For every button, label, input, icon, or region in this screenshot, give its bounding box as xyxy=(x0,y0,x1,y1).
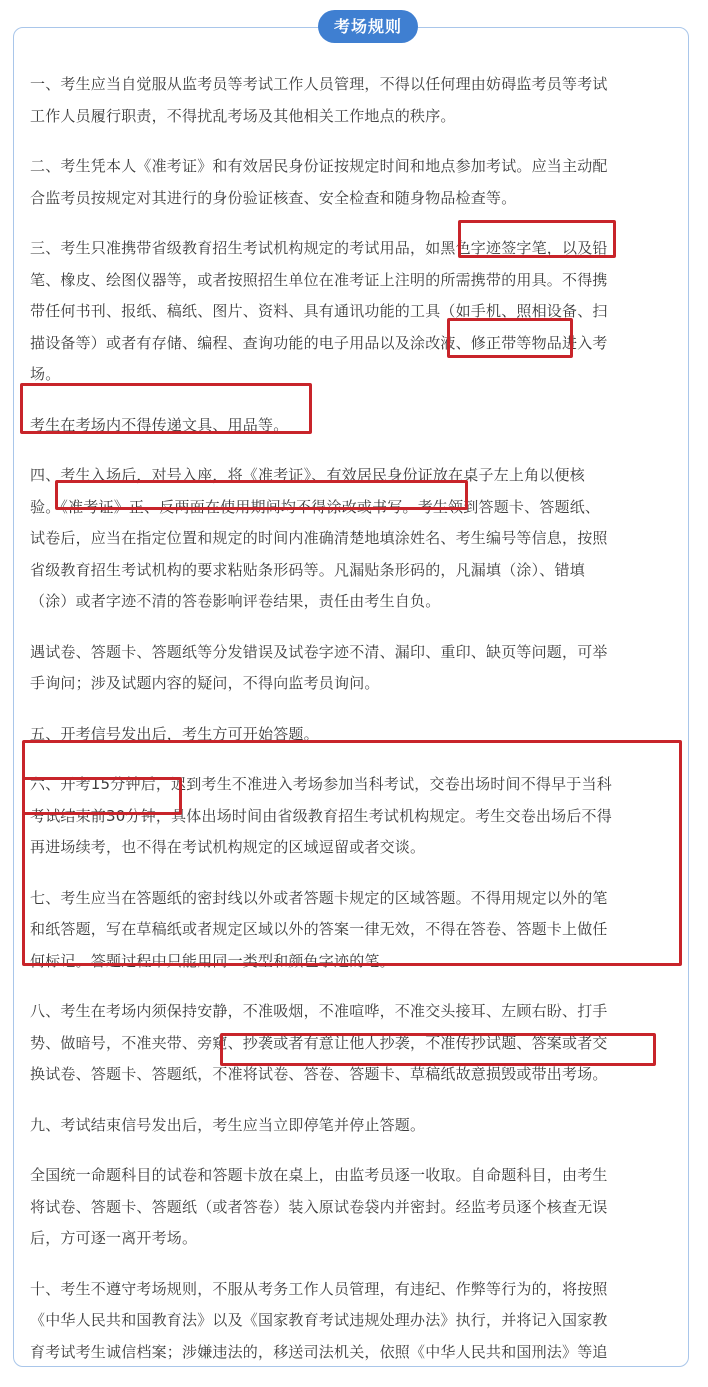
rule-paragraph-5: 五、开考信号发出后，考生方可开始答题。 xyxy=(30,724,319,743)
rule-paragraph-3: 三、考生只准携带省级教育招生考试机构规定的考试用品，如黑色字迹签字笔，以及铅 笔、橡皮、绘图仪器等，或者按照招生单位在准考证上注明的所需携带的用具。不得携 带任何书刊、报纸、稿纸、图片、资料、具有通讯功能的工具（如手机、照相设备、扫 描设备等）或者有存储、编程、查询功能的电子用品以及涂改液、修正带等物品进入考 场。 xyxy=(30,239,608,383)
rule-paragraph-4-note: 遇试卷、答题卡、答题纸等分发错误及试卷字迹不清、漏印、重印、缺页等问题，可举 手询问；涉及试题内容的疑问，不得向监考员询问。 xyxy=(30,642,608,692)
rule-paragraph-1: 一、考生应当自觉服从监考员等考试工作人员管理，不得以任何理由妨碍监考员等考试 工作人员履行职责，不得扰乱考场及其他相关工作地点的秩序。 xyxy=(30,75,608,125)
page-title: 考场规则 xyxy=(318,10,418,43)
rule-paragraph-8: 八、考生在考场内须保持安静，不准吸烟，不准喧哗，不准交头接耳、左顾右盼、打手 势、做暗号，不准夹带、旁窥、抄袭或者有意让他人抄袭，不准传抄试题、答案或者交 换试卷、答题卡、答题纸，不准将试卷、答卷、答题卡、草稿纸故意损毁或带出考场。 xyxy=(30,1002,608,1083)
rule-paragraph-2: 二、考生凭本人《准考证》和有效居民身份证按规定时间和地点参加考试。应当主动配 合监考员按规定对其进行的身份验证核查、安全检查和随身物品检查等。 xyxy=(30,157,608,207)
rule-paragraph-10: 十、考生不遵守考场规则，不服从考务工作人员管理，有违纪、作弊等行为的，将按照 《中华人民共和国教育法》以及《国家教育考试违规处理办法》执行，并将记入国家教 育考试考生诚信档案；涉嫌违法的，移送司法机关，依照《中华人民共和国刑法》等追 xyxy=(30,1279,608,1361)
rule-paragraph-9: 九、考试结束信号发出后，考生应当立即停笔并停止答题。 xyxy=(30,1115,426,1134)
rule-paragraph-7: 七、考生应当在答题纸的密封线以外或者答题卡规定的区域答题。不得用规定以外的笔 和纸答题，写在草稿纸或者规定区域以外的答案一律无效，不得在答卷、答题卡上做任 何标记。答题过程中只能用同一类型和颜色字迹的笔。 xyxy=(30,888,608,970)
rules-content xyxy=(30,69,686,1387)
rule-paragraph-9-note: 全国统一命题科目的试卷和答题卡放在桌上，由监考员逐一收取。自命题科目，由考生 将试卷、答题卡、答题纸（或者答卷）装入原试卷袋内并密封。经监考员逐个核查无误 后，方可逐一离开考场。 xyxy=(30,1166,608,1247)
rule-paragraph-6: 六、开考15分钟后，迟到考生不准进入考场参加当科考试，交卷出场时间不得早于当科 考试结束前30分钟，具体出场时间由省级教育招生考试机构规定。考生交卷出场后不得 再进场续考，也不得在考试机构规定的区域逗留或者交谈。 xyxy=(30,775,612,856)
rule-paragraph-3-note: 考生在考场内不得传递文具、用品等。 xyxy=(30,415,289,434)
rule-paragraph-4: 四、考生入场后，对号入座，将《准考证》、有效居民身份证放在桌子左上角以便核 验。《准考证》正、反两面在使用期间均不得涂改或书写。考生领到答题卡、答题纸、 试卷后，应当在指定位置和规定的时间内准确清楚地填涂姓名、考生编号等信息，按照 省级教育招生考试机构的要求粘贴条形码等。凡漏贴条形码的，凡漏填（涂）、错填 （涂）或者字迹不清的答卷影响评卷结果，责任由考生自负。 xyxy=(30,466,608,610)
